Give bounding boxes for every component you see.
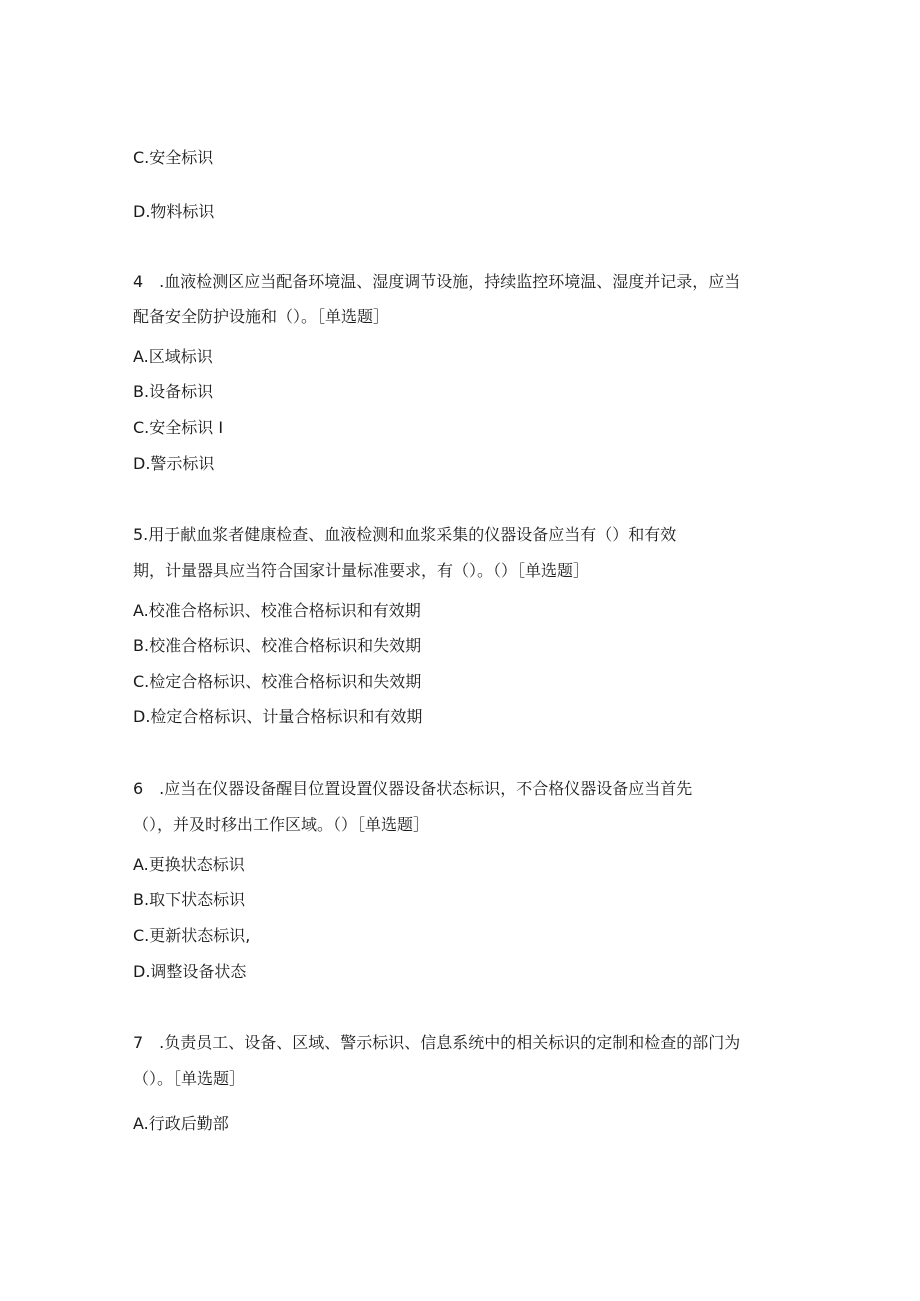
question-7-line-2: （）。［单选题］ xyxy=(133,1069,246,1088)
question-6-line-2: （），并及时移出工作区域。（）［单选题］ xyxy=(133,815,430,834)
option-c: C.检定合格标识、校准合格标识和失效期 xyxy=(133,672,422,691)
question-5-line-2: 期，计量器具应当符合国家计量标准要求，有（）。（）［单选题］ xyxy=(133,561,590,580)
option-d: D.调整设备状态 xyxy=(133,962,247,981)
option-b: B.取下状态标识 xyxy=(133,890,246,909)
option-c: C.安全标识 I xyxy=(133,418,224,437)
option-d: D.检定合格标识、计量合格标识和有效期 xyxy=(133,707,423,726)
question-4-line-1: 4 .血液检测区应当配备环境温、湿度调节设施，持续监控环境温、湿度并记录，应当 xyxy=(133,272,741,291)
option-a: A.更换状态标识 xyxy=(133,855,245,874)
option-b: B.设备标识 xyxy=(133,382,214,401)
option-d: D.警示标识 xyxy=(133,454,215,473)
option-a: A.校准合格标识、校准合格标识和有效期 xyxy=(133,601,421,620)
option-c: C.更新状态标识, xyxy=(133,926,251,945)
question-6-line-1: 6 .应当在仪器设备醒目位置设置仪器设备状态标识，不合格仪器设备应当首先 xyxy=(133,779,693,798)
option-a: A.区域标识 xyxy=(133,347,213,366)
option-c: C.安全标识 xyxy=(133,148,214,167)
question-4-line-2: 配备安全防护设施和（）。［单选题］ xyxy=(133,307,390,326)
option-a: A.行政后勤部 xyxy=(133,1114,229,1133)
option-d: D.物料标识 xyxy=(133,202,215,221)
option-b: B.校准合格标识、校准合格标识和失效期 xyxy=(133,636,422,655)
question-5-line-1: 5.用于献血浆者健康检查、血液检测和血浆采集的仪器设备应当有（）和有效 xyxy=(133,525,677,544)
question-7-line-1: 7 .负责员工、设备、区域、警示标识、信息系统中的相关标识的定制和检查的部门为 xyxy=(133,1033,741,1052)
